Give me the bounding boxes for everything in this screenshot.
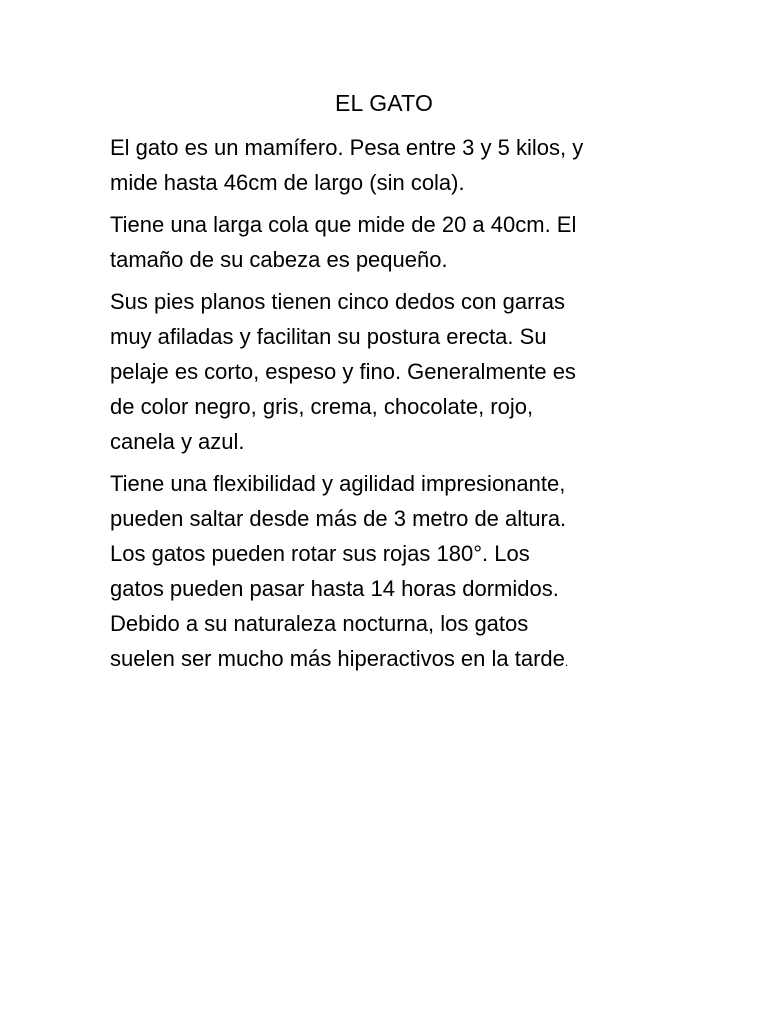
paragraph-line: de color negro, gris, crema, chocolate, rojo, [110, 394, 534, 419]
paragraph-line: Debido a su naturaleza nocturna, los gatos [110, 611, 529, 636]
paragraph-line: gatos pueden pasar hasta 14 horas dormidos. [110, 576, 559, 601]
paragraph-line: Sus pies planos tienen cinco dedos con garras [110, 289, 565, 314]
paragraph-line: pelaje es corto, espeso y fino. Generalmente es [110, 359, 576, 384]
paragraph-line: canela y azul. [110, 429, 245, 454]
paragraph-line [110, 641, 685, 680]
paragraph-line: pueden saltar desde más de 3 metro de altura. [110, 506, 567, 531]
paragraph-4 [110, 466, 685, 680]
document-body [110, 130, 685, 687]
paragraph-3 [110, 284, 685, 459]
paragraph-2 [110, 207, 685, 277]
paragraph-1 [110, 130, 685, 200]
trailing-period: . [564, 655, 569, 669]
document-title: EL GATO [334, 90, 434, 116]
paragraph-line: El gato es un mamífero. Pesa entre 3 y 5 kilos, y [110, 135, 584, 160]
paragraph-line: muy afiladas y facilitan su postura erecta. Su [110, 324, 547, 349]
paragraph-line: tamaño de su cabeza es pequeño. [110, 247, 448, 272]
paragraph-line: Tiene una flexibilidad y agilidad impresionante, [110, 471, 566, 496]
paragraph-line-text: suelen ser mucho más hiperactivos en la tarde [110, 646, 565, 671]
paragraph-line: mide hasta 46cm de largo (sin cola). [110, 170, 465, 195]
paragraph-line: Tiene una larga cola que mide de 20 a 40cm. El [110, 212, 577, 237]
paragraph-line: Los gatos pueden rotar sus rojas 180°. Los [110, 541, 530, 566]
